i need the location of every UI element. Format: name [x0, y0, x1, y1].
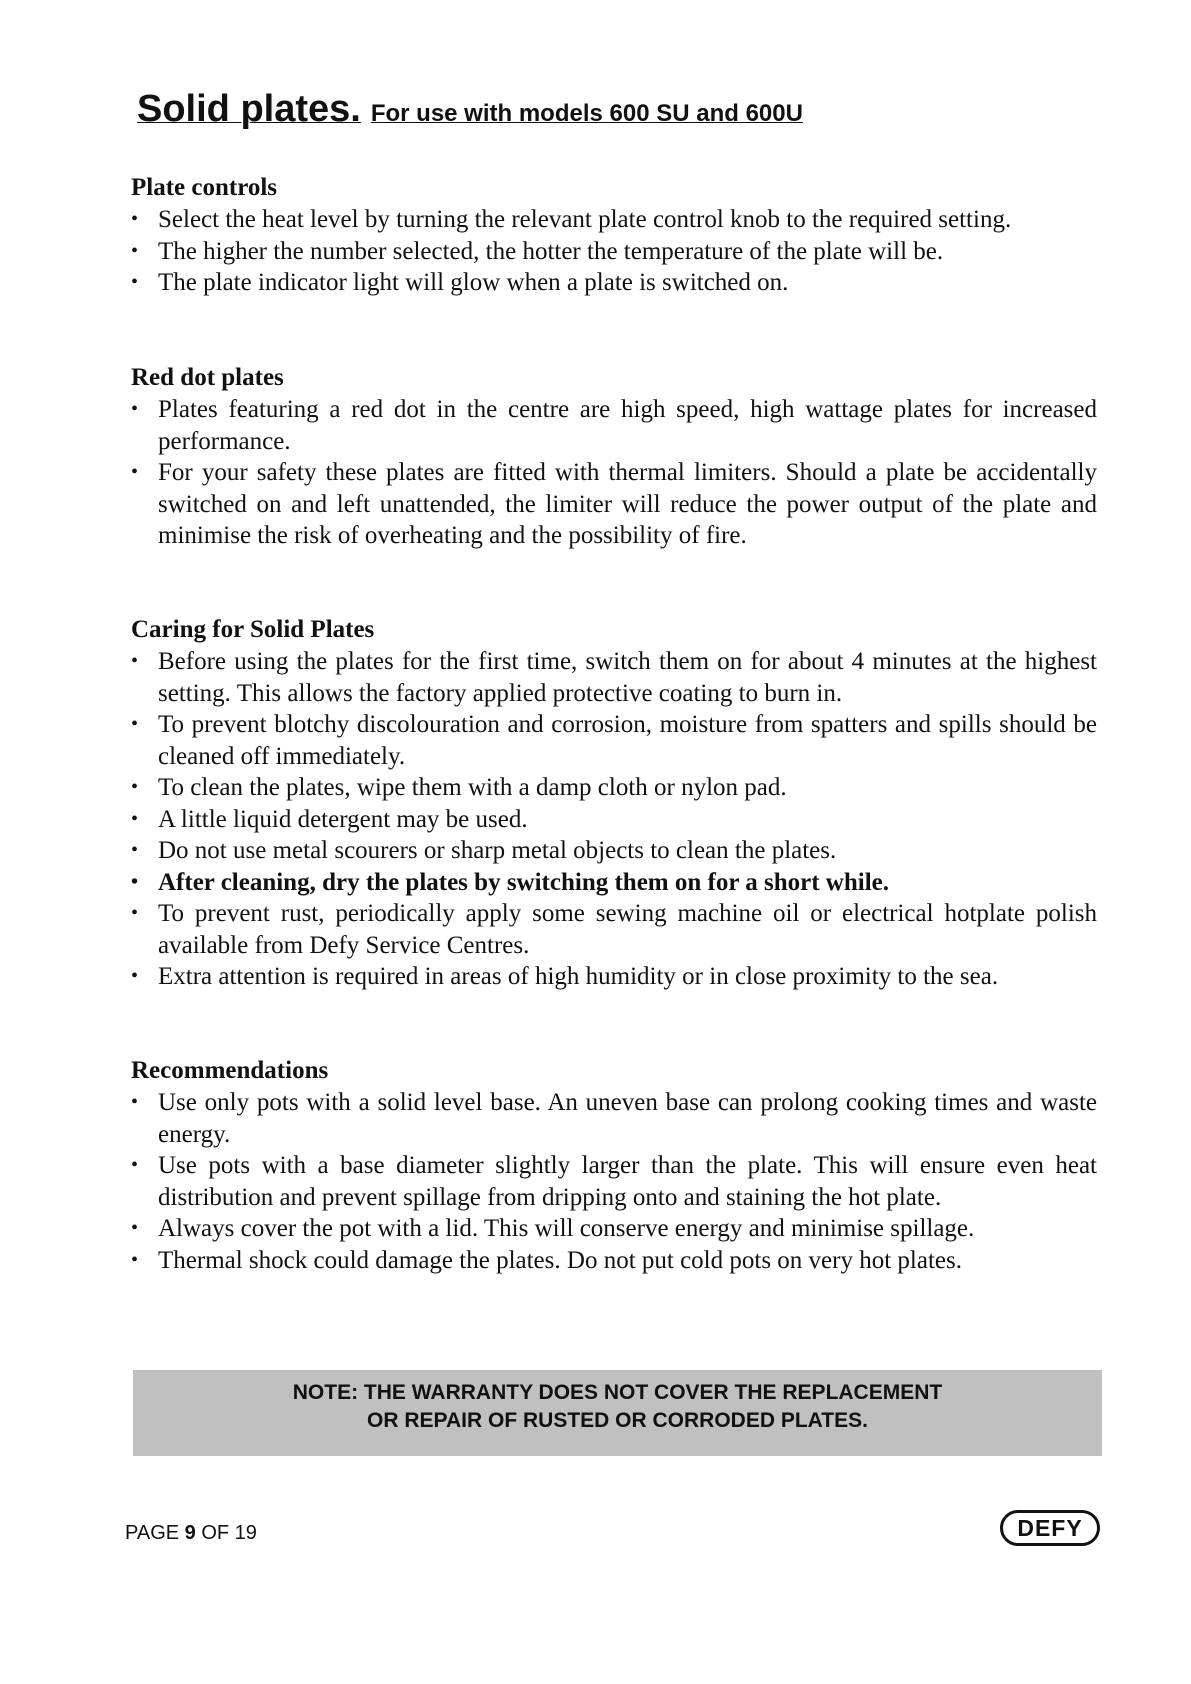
list-item: • Do not use metal scourers or sharp metal objects to clean the plates.	[131, 835, 1097, 867]
bullet-list	[131, 646, 1097, 993]
warranty-note	[133, 1370, 1102, 1456]
list-item: • For your safety these plates are fitted with thermal limiters. Should a plate be accidentally switched on and left unattended, the limiter will reduce the power output of the plate and minimise the risk of overheating and the possibility of fire.	[131, 457, 1097, 552]
list-item: • Plates featuring a red dot in the centre are high speed, high wattage plates for increased performance.	[131, 394, 1097, 457]
list-item: • Before using the plates for the first time, switch them on for about 4 minutes at the highest setting. This allows the factory applied protective coating to burn in.	[131, 646, 1097, 709]
section-heading: Caring for Solid Plates	[131, 616, 375, 643]
list-item: • To clean the plates, wipe them with a damp cloth or nylon pad.	[131, 772, 1097, 804]
list-item: • Select the heat level by turning the relevant plate control knob to the required setting.	[131, 204, 1097, 236]
page-label: PAGE	[125, 1522, 180, 1544]
page-total: OF 19	[201, 1522, 257, 1544]
bullet-list	[131, 394, 1097, 552]
list-item: • To prevent rust, periodically apply some sewing machine oil or electrical hotplate polish available from Defy Service Centres.	[131, 898, 1097, 961]
list-item: • Use pots with a base diameter slightly larger than the plate. This will ensure even heat distribution and prevent spillage from dripping onto and staining the hot plate.	[131, 1150, 1097, 1213]
title-subtitle: For use with models 600 SU and 600U	[370, 100, 803, 127]
bullet-list	[131, 1087, 1097, 1276]
defy-logo	[1000, 1510, 1100, 1546]
section-heading: Plate controls	[131, 174, 278, 201]
page-title	[137, 88, 803, 131]
list-item: • Use only pots with a solid level base. An uneven base can prolong cooking times and waste energy.	[131, 1087, 1097, 1150]
section-plate-controls	[131, 172, 1097, 299]
logo-text: DEFY	[1017, 1514, 1083, 1541]
page-number: 9	[184, 1522, 196, 1544]
list-item: • Extra attention is required in areas of high humidity or in close proximity to the sea.	[131, 961, 1097, 993]
section-red-dot-plates	[131, 362, 1097, 552]
list-item: • To prevent blotchy discolouration and corrosion, moisture from spatters and spills should be cleaned off immediately.	[131, 709, 1097, 772]
page-footer	[125, 1522, 257, 1545]
list-item: • Always cover the pot with a lid. This will conserve energy and minimise spillage.	[131, 1213, 1097, 1245]
note-line-2: OR REPAIR OF RUSTED OR CORRODED PLATES.	[367, 1409, 868, 1432]
list-item: • A little liquid detergent may be used.	[131, 804, 1097, 836]
note-line-1: NOTE: THE WARRANTY DOES NOT COVER THE REPLACEMENT	[292, 1381, 943, 1404]
list-item: • Thermal shock could damage the plates. Do not put cold pots on very hot plates.	[131, 1245, 1097, 1277]
section-recommendations	[131, 1055, 1097, 1276]
list-item: • The higher the number selected, the hotter the temperature of the plate will be.	[131, 236, 1097, 268]
section-caring-for-plates	[131, 614, 1097, 993]
title-main: Solid plates.	[137, 88, 361, 130]
section-heading: Red dot plates	[131, 364, 284, 391]
list-item: • The plate indicator light will glow when a plate is switched on.	[131, 267, 1097, 299]
section-heading: Recommendations	[131, 1057, 329, 1084]
bullet-list	[131, 204, 1097, 299]
list-item-emphasis: • After cleaning, dry the plates by switching them on for a short while.	[131, 867, 1097, 899]
